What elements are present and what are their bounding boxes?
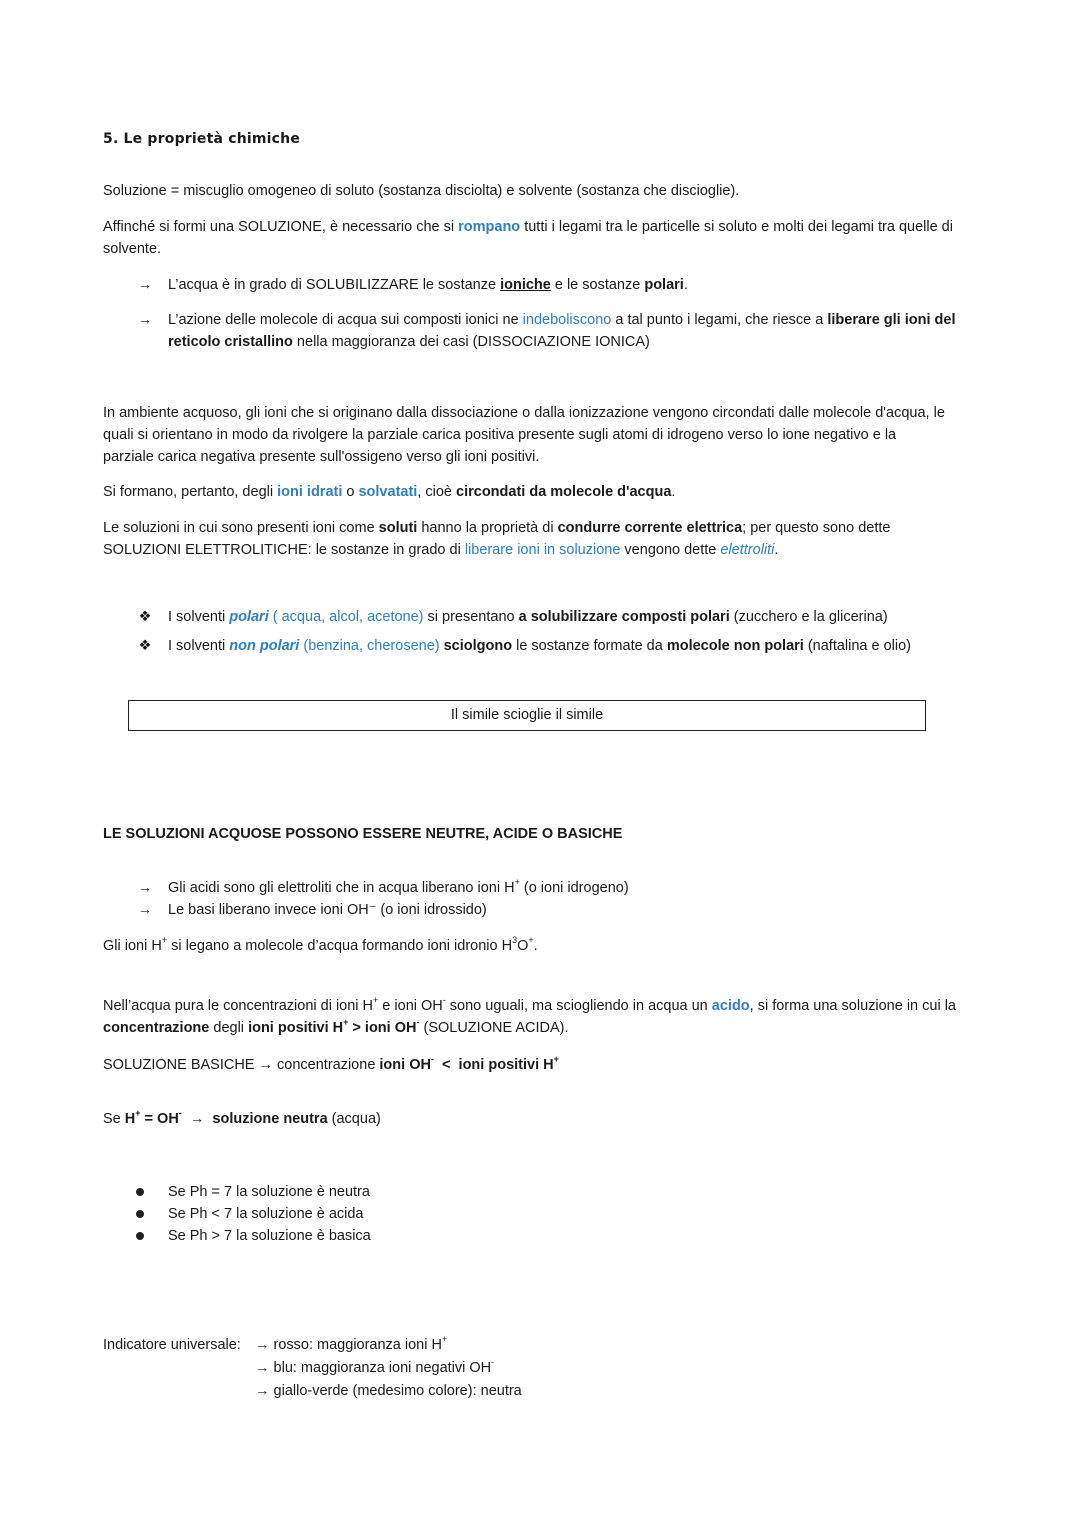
indicator-red: → rosso: maggioranza ioni H+	[255, 1334, 448, 1353]
electrolytes-paragraph: Le soluzioni in cui sono presenti ioni come soluti hanno la proprietà di condurre corrente elettrica; per questo sono dette SOLUZIONI ELETTROLITICHE: le sostanze in grado di liberare ioni in soluzione vengono dette elettroliti.	[103, 520, 891, 558]
hydronium-line: Gli ioni H+ si legano a molecole d’acqua formando ioni idronio $H^3O^+$.	[103, 935, 538, 954]
keyword-ioniche: ioniche	[500, 277, 551, 293]
bullet-dot-icon	[136, 1188, 144, 1196]
bases-item: Le basi liberano invece ioni OH⁻ (o ioni idrossido)	[168, 902, 487, 918]
polar-solvents-item: I solventi polari ( acqua, alcol, acetone) si presentano a solubilizzare composti polari (zucchero e la glicerina)	[168, 609, 888, 625]
arrow-bullet: →	[137, 277, 153, 293]
ph-item: Se Ph > 7 la soluzione è basica	[168, 1228, 371, 1244]
diamond-bullet-icon: ❖	[138, 638, 152, 654]
arrow-bullet: →	[137, 880, 153, 896]
aqueous-paragraph: In ambiente acquoso, gli ioni che si originano dalla dissociazione o dalla ionizzazione vengono circondati dalle molecole d'acqua, le quali si orientano in modo da rivolgere la parziale carica positiva presente sugli atomi di idrogeno verso lo ione negativo e la parziale carica negativa presente sull'ossigeno verso gli ioni positivi.	[103, 405, 945, 465]
arrow-item-dissociation: L’azione delle molecole di acqua sui composti ionici ne indeboliscono a tal punto i legami, che riesce a liberare gli ioni del reticolo cristallino nella maggioranza dei casi (DISSOCIAZIONE IONICA)	[168, 312, 956, 350]
diamond-bullet-icon: ❖	[138, 609, 152, 625]
ph-item: Se Ph = 7 la soluzione è neutra	[168, 1184, 370, 1200]
rule-box: Il simile scioglie il simile	[128, 700, 926, 731]
bullet-dot-icon	[136, 1232, 144, 1240]
section-heading: LE SOLUZIONI ACQUOSE POSSONO ESSERE NEUTRE, ACIDE O BASICHE	[103, 826, 623, 842]
section-title: 5. Le proprietà chimiche	[103, 131, 301, 147]
pure-water-paragraph: Nell’acqua pura le concentrazioni di ioni H+ e ioni OH- sono uguali, ma sciogliendo in acqua un acido, si forma una soluzione in cui la concentrazione degli ioni positivi H+ > ioni OH- (SOLUZIONE ACIDA).	[103, 995, 956, 1036]
indicator-label: Indicatore universale:	[103, 1337, 241, 1353]
ph-item: Se Ph < 7 la soluzione è acida	[168, 1206, 364, 1222]
nonpolar-solvents-item: I solventi non polari (benzina, cherosene) sciolgono le sostanze formate da molecole non polari (naftalina e olio)	[168, 638, 912, 654]
neutral-solution-line: Se H+ = OH- → soluzione neutra (acqua)	[103, 1108, 381, 1127]
solution-formation: Affinché si formi una SOLUZIONE, è necessario che si rompano tutti i legami tra le particelle si soluto e molti dei legami tra quelle di solvente.	[103, 219, 953, 257]
solution-definition: Soluzione = miscuglio omogeneo di soluto (sostanza disciolta) e solvente (sostanza che discioglie).	[103, 183, 740, 199]
basic-solution-line: SOLUZIONE BASICHE → concentrazione ioni OH- < ioni positivi H+	[103, 1054, 559, 1073]
arrow-bullet: →	[137, 902, 153, 918]
indicator-blue: → blu: maggioranza ioni negativi OH-	[255, 1357, 495, 1376]
keyword-indeboliscono: indeboliscono	[522, 312, 612, 328]
arrow-bullet: →	[137, 312, 153, 328]
acids-item: Gli acidi sono gli elettroliti che in acqua liberano ioni H+ (o ioni idrogeno)	[168, 877, 629, 896]
hydrated-ions-line: Si formano, pertanto, degli ioni idrati o solvatati, cioè circondati da molecole d'acqua.	[103, 484, 676, 500]
arrow-item-solubilize: L’acqua è in grado di SOLUBILIZZARE le sostanze ioniche e le sostanze polari.	[168, 277, 688, 293]
indicator-yellow-green: → giallo-verde (medesimo colore): neutra	[255, 1383, 522, 1399]
keyword-rompano: rompano	[458, 219, 521, 235]
bullet-dot-icon	[136, 1210, 144, 1218]
